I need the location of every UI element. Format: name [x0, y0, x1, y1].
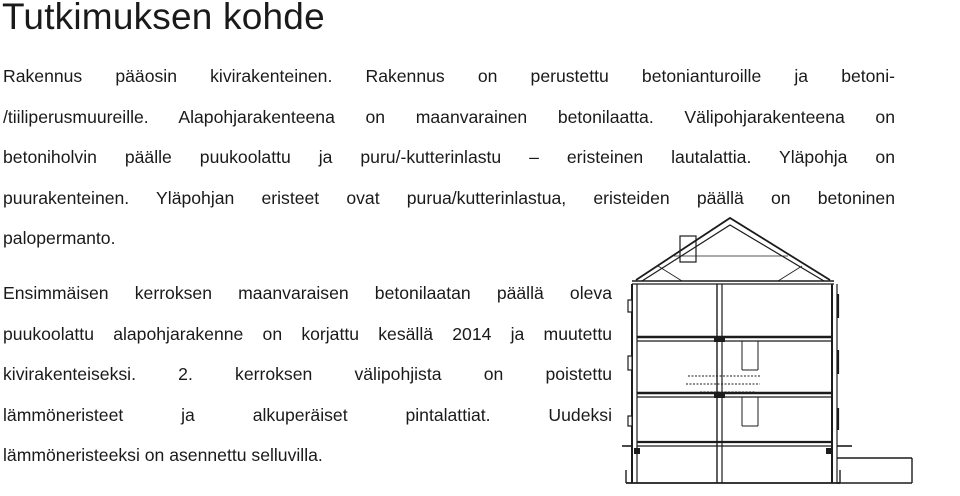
- floor-slabs: [637, 337, 832, 446]
- paragraph-line: puurakenteinen. Yläpohjan eristeet ovat purua/kutterinlastua, eristeiden päällä on betoninen: [3, 187, 895, 208]
- building-section-drawing-icon: [612, 208, 960, 496]
- foundation: [622, 446, 852, 483]
- roof: [632, 218, 834, 284]
- stamp: [686, 376, 760, 392]
- annex: [837, 458, 912, 483]
- paragraph-line: Ensimmäisen kerroksen maanvaraisen betonilaatan päällä oleva: [3, 283, 612, 303]
- paragraph-line: lämmöneristeet ja alkuperäiset pintalattiat. Uudeksi: [3, 404, 612, 425]
- paragraph-line: /tiiliperusmuureille. Alapohjarakenteena on maanvarainen betonilaatta. Välipohjarakenteena on: [3, 106, 895, 127]
- paragraph-line: kivirakenteiseksi. 2. kerroksen välipohjista on poistettu: [3, 364, 612, 384]
- paragraph-line: lämmöneristeeksi on asennettu selluvilla.: [3, 445, 323, 465]
- paragraph-line: betoniholvin päälle puukoolattu ja puru/-kutterinlastu – eristeinen lautalattia. Yläpohja on: [3, 147, 895, 167]
- openings: [742, 341, 758, 426]
- page-title: Tutkimuksen kohde: [2, 0, 325, 37]
- paragraph-renovation: [3, 283, 612, 486]
- paragraph-line: puukoolattu alapohjarakenne on korjattu kesällä 2014 ja muutettu: [3, 323, 612, 344]
- right-wall: [832, 284, 838, 483]
- interior-wall: [717, 284, 722, 483]
- paragraph-line: palopermanto.: [3, 228, 116, 248]
- paragraph-line: Rakennus pääosin kivirakenteinen. Rakennus on perustettu betonianturoille ja betoni-: [3, 66, 895, 86]
